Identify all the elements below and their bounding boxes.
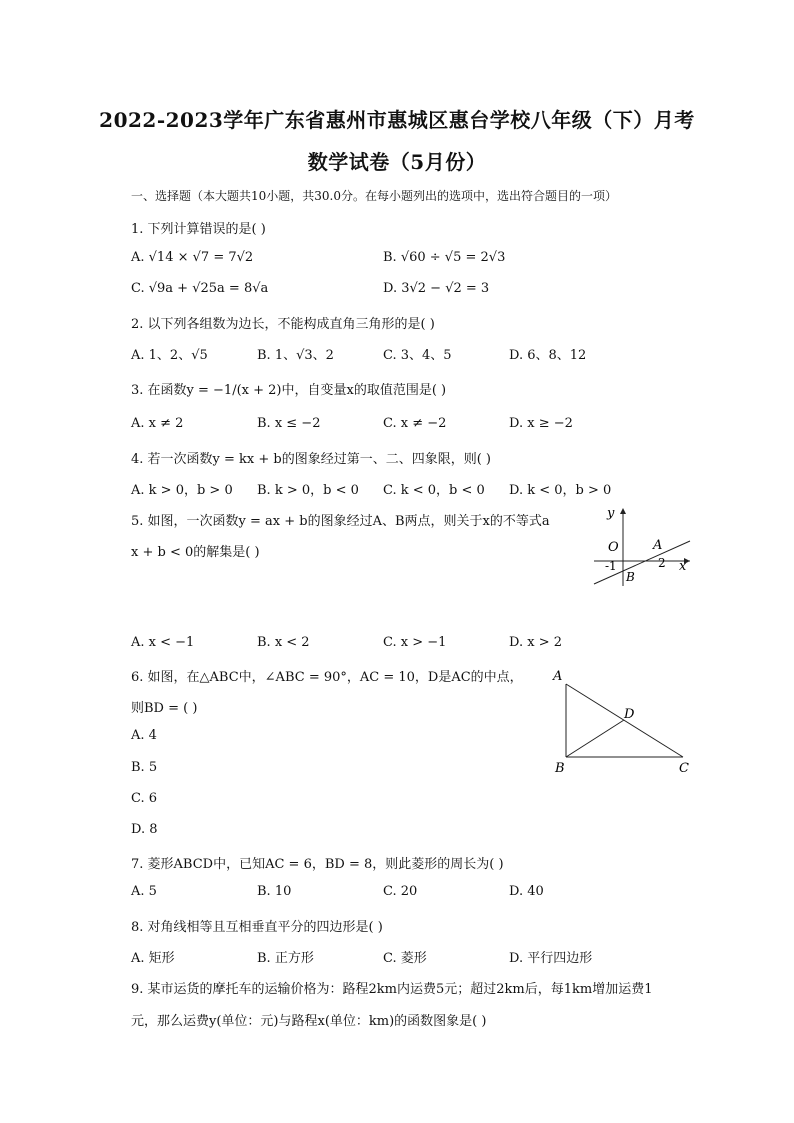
question-6-option-d: D. 8 <box>131 822 158 837</box>
question-5-stem-cont: x + b < 0的解集是( ) <box>131 545 260 560</box>
question-7-option-d: D. 40 <box>509 884 544 899</box>
question-9-stem-cont: 元，那么运费y(单位：元)与路程x(单位：km)的函数图象是( ) <box>131 1014 487 1029</box>
question-7-stem: 7. 菱形ABCD中，已知AC = 6，BD = 8，则此菱形的周长为( ) <box>131 857 504 872</box>
question-8-option-c: C. 菱形 <box>383 951 427 966</box>
y-axis-arrow <box>620 508 626 514</box>
question-5-option-d: D. x > 2 <box>509 635 562 650</box>
page-title: 2022-2023学年广东省惠州市惠城区惠台学校八年级（下）月考 <box>99 108 695 132</box>
segment-bd <box>566 720 624 757</box>
question-4-option-c: C. k < 0，b < 0 <box>383 483 485 498</box>
origin-label: O <box>608 540 619 555</box>
question-7-option-b: B. 10 <box>257 884 292 899</box>
question-8-option-d: D. 平行四边形 <box>509 951 593 966</box>
question-9-stem: 9. 某市运货的摩托车的运输价格为：路程2km内运费5元；超过2km后，每1km增加运费1 <box>131 982 653 997</box>
page-subtitle: 数学试卷（5月份） <box>307 150 487 174</box>
question-4-option-d: D. k < 0，b > 0 <box>509 483 612 498</box>
question-1-option-c: C. √9a + √25a = 8√a <box>131 281 269 296</box>
question-1-option-b: B. √60 ÷ √5 = 2√3 <box>383 250 506 265</box>
question-5-option-c: C. x > −1 <box>383 635 447 650</box>
section-heading: 一、选择题（本大题共10小题，共30.0分。在每小题列出的选项中，选出符合题目的一项） <box>131 189 617 203</box>
question-6-triangle <box>548 664 696 780</box>
question-2-option-a: A. 1、2、√5 <box>131 348 208 363</box>
question-5-graph <box>588 506 698 590</box>
question-5-option-b: B. x < 2 <box>257 635 310 650</box>
question-3-option-d: D. x ≥ −2 <box>509 416 573 431</box>
question-7-option-a: A. 5 <box>131 884 157 899</box>
question-3-option-c: C. x ≠ −2 <box>383 416 447 431</box>
vertex-c-label: C <box>679 761 689 776</box>
y-axis-label: y <box>607 506 615 521</box>
question-4-option-a: A. k > 0，b > 0 <box>131 483 233 498</box>
question-2-option-c: C. 3、4、5 <box>383 348 452 363</box>
tick-label-2: 2 <box>658 556 666 570</box>
question-8-option-a: A. 矩形 <box>131 951 175 966</box>
question-6-option-a: A. 4 <box>131 728 157 743</box>
vertex-a-label: A <box>553 669 563 684</box>
midpoint-d-label: D <box>624 707 635 722</box>
question-3-option-a: A. x ≠ 2 <box>131 416 184 431</box>
question-3-stem: 3. 在函数y = −1/(x + 2)中，自变量x的取值范围是( ) <box>131 383 447 398</box>
question-6-stem-cont: 则BD = ( ) <box>131 701 198 716</box>
question-6-option-c: C. 6 <box>131 791 158 806</box>
x-axis-label: x <box>679 559 687 574</box>
question-5-option-a: A. x < −1 <box>131 635 195 650</box>
question-1-option-d: D. 3√2 − √2 = 3 <box>383 281 490 296</box>
question-1-option-a: A. √14 × √7 = 7√2 <box>131 250 254 265</box>
question-8-stem: 8. 对角线相等且互相垂直平分的四边形是( ) <box>131 920 383 935</box>
tick-label-neg1: -1 <box>605 559 617 573</box>
question-2-option-b: B. 1、√3、2 <box>257 348 334 363</box>
question-2-stem: 2. 以下列各组数为边长，不能构成直角三角形的是( ) <box>131 317 435 332</box>
question-8-option-b: B. 正方形 <box>257 951 314 966</box>
question-5-stem: 5. 如图，一次函数y = ax + b的图象经过A、B两点，则关于x的不等式a <box>131 514 550 529</box>
question-3-option-b: B. x ≤ −2 <box>257 416 321 431</box>
question-1-stem: 1. 下列计算错误的是( ) <box>131 222 266 237</box>
question-4-option-b: B. k > 0，b < 0 <box>257 483 359 498</box>
point-b-label: B <box>626 570 635 584</box>
question-7-option-c: C. 20 <box>383 884 418 899</box>
vertex-b-label: B <box>555 761 565 776</box>
question-6-option-b: B. 5 <box>131 760 158 775</box>
point-a-label: A <box>653 538 663 553</box>
question-4-stem: 4. 若一次函数y = kx + b的图象经过第一、二、四象限，则( ) <box>131 452 492 467</box>
question-6-stem: 6. 如图，在△ABC中，∠ABC = 90°，AC = 10，D是AC的中点， <box>131 670 523 685</box>
question-2-option-d: D. 6、8、12 <box>509 348 587 363</box>
